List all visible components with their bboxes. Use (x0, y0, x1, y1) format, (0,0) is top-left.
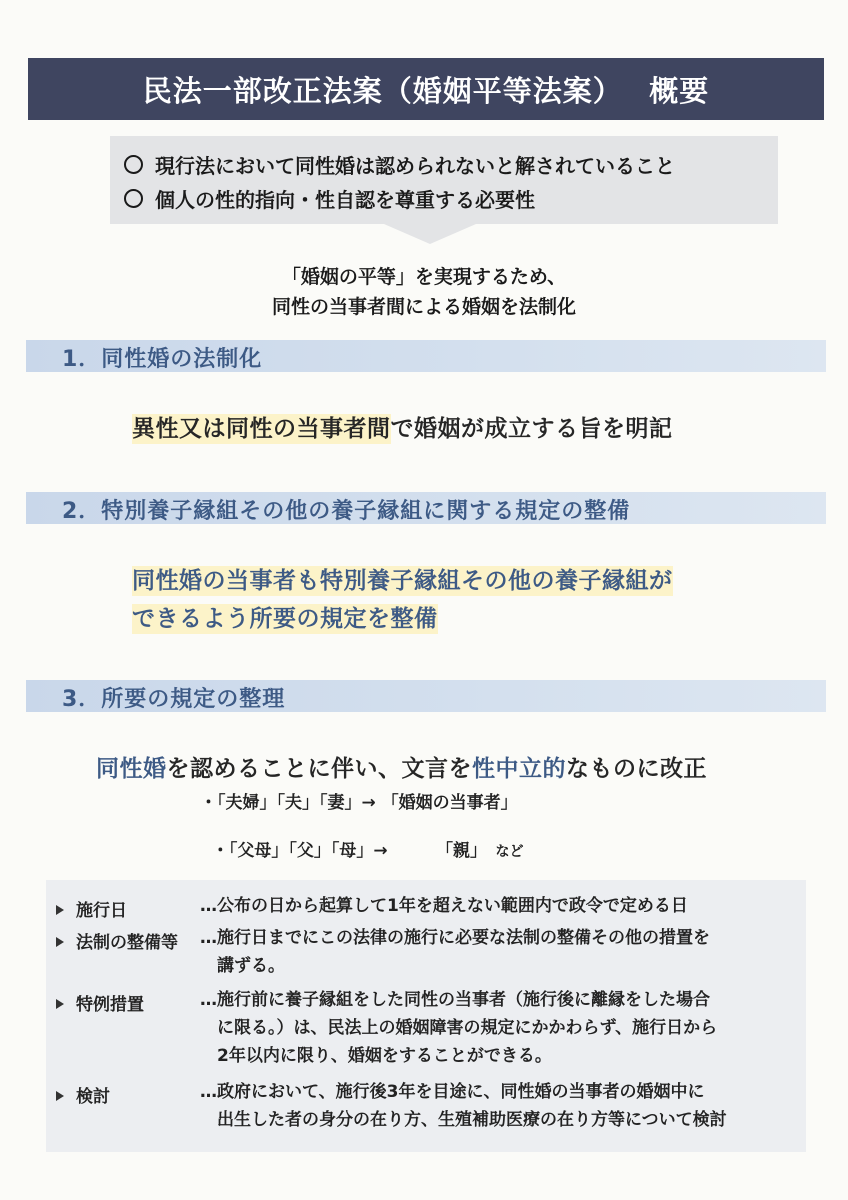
triangle-bullet-icon (56, 1091, 64, 1101)
note-line: 出生した者の身分の在り方、生殖補助医療の在り方等について検討 (200, 1110, 727, 1130)
triangle-bullet-icon (56, 905, 64, 915)
section-3-body (96, 750, 707, 783)
section-3-accent-a: 同性婚 (96, 756, 167, 782)
section-3-title: 3．所要の規定の整理 (62, 687, 286, 712)
section-2-header (26, 492, 826, 524)
note-line: …政府において、施行後3年を目途に、同性婚の当事者の婚姻中に (200, 1082, 705, 1102)
note-description (200, 892, 800, 920)
triangle-bullet-icon (56, 999, 64, 1009)
purpose-line-2: 同性の当事者間による婚姻を法制化 (271, 296, 576, 318)
note-line: 講ずる。 (200, 956, 285, 976)
circle-bullet-icon (124, 155, 143, 174)
section-1-body (132, 410, 673, 443)
section-2-title: 2．特別養子縁組その他の養子縁組に関する規定の整備 (62, 499, 631, 524)
note-description (200, 986, 800, 1070)
premise-item (124, 150, 675, 179)
section-3-item-1: ・「夫婦」「夫」「妻」→ 「婚姻の当事者」 (200, 793, 518, 813)
page-title: 民法一部改正法案（婚姻平等法案） 概要 (28, 58, 824, 120)
triangle-bullet-icon (56, 937, 64, 947)
section-3-item-2-suffix: など (495, 844, 524, 860)
notes-box (46, 880, 806, 1152)
note-description (200, 924, 800, 980)
circle-bullet-icon (124, 189, 143, 208)
note-term: 施行日 (76, 901, 127, 921)
section-1-header (26, 340, 826, 372)
note-term: 検討 (76, 1087, 110, 1107)
note-line: …公布の日から起算して1年を超えない範囲内で政令で定める日 (200, 896, 688, 916)
section-2-body-line-1 (132, 562, 673, 595)
section-3-text-d: なものに改正 (566, 756, 707, 782)
section-3-item-2 (200, 816, 524, 861)
section-2-body-line-2 (132, 600, 438, 633)
premise-box (110, 136, 778, 224)
section-1-highlight: 異性又は同性の当事者間 (132, 416, 391, 442)
note-line: …施行日までにこの法律の施行に必要な法制の整備その他の措置を (200, 928, 710, 948)
section-1-rest: で婚姻が成立する旨を明記 (390, 416, 673, 442)
premise-text: 現行法において同性婚は認められないと解されていること (155, 154, 675, 178)
note-term: 特例措置 (76, 995, 144, 1015)
note-line: …施行前に養子縁組をした同性の当事者（施行後に離縁をした場合 (200, 990, 710, 1010)
purpose-line-1: 「婚姻の平等」を実現するため、 (281, 266, 567, 288)
premise-item (124, 184, 535, 213)
section-3-item-2-main: ・「父母」「父」「母」→ 「親」 (211, 841, 479, 861)
section-1-title: 1．同性婚の法制化 (62, 347, 263, 372)
section-3-text-b: を認めることに伴い、文言を (166, 756, 472, 782)
note-term: 法制の整備等 (76, 933, 178, 953)
note-line: に限る。）は、民法上の婚姻障害の規定にかかわらず、施行日から (200, 1018, 718, 1038)
note-description (200, 1078, 800, 1134)
section-2-line-1-text: 同性婚の当事者も特別養子縁組その他の養子縁組が (132, 568, 673, 594)
section-3-header (26, 680, 826, 712)
note-line: 2年以内に限り、婚姻をすることができる。 (200, 1046, 552, 1066)
down-arrow-icon (384, 224, 476, 244)
premise-text: 個人の性的指向・性自認を尊重する必要性 (155, 188, 535, 212)
section-3-accent-c: 性中立的 (472, 756, 566, 782)
section-2-line-2-text: できるよう所要の規定を整備 (132, 606, 438, 632)
